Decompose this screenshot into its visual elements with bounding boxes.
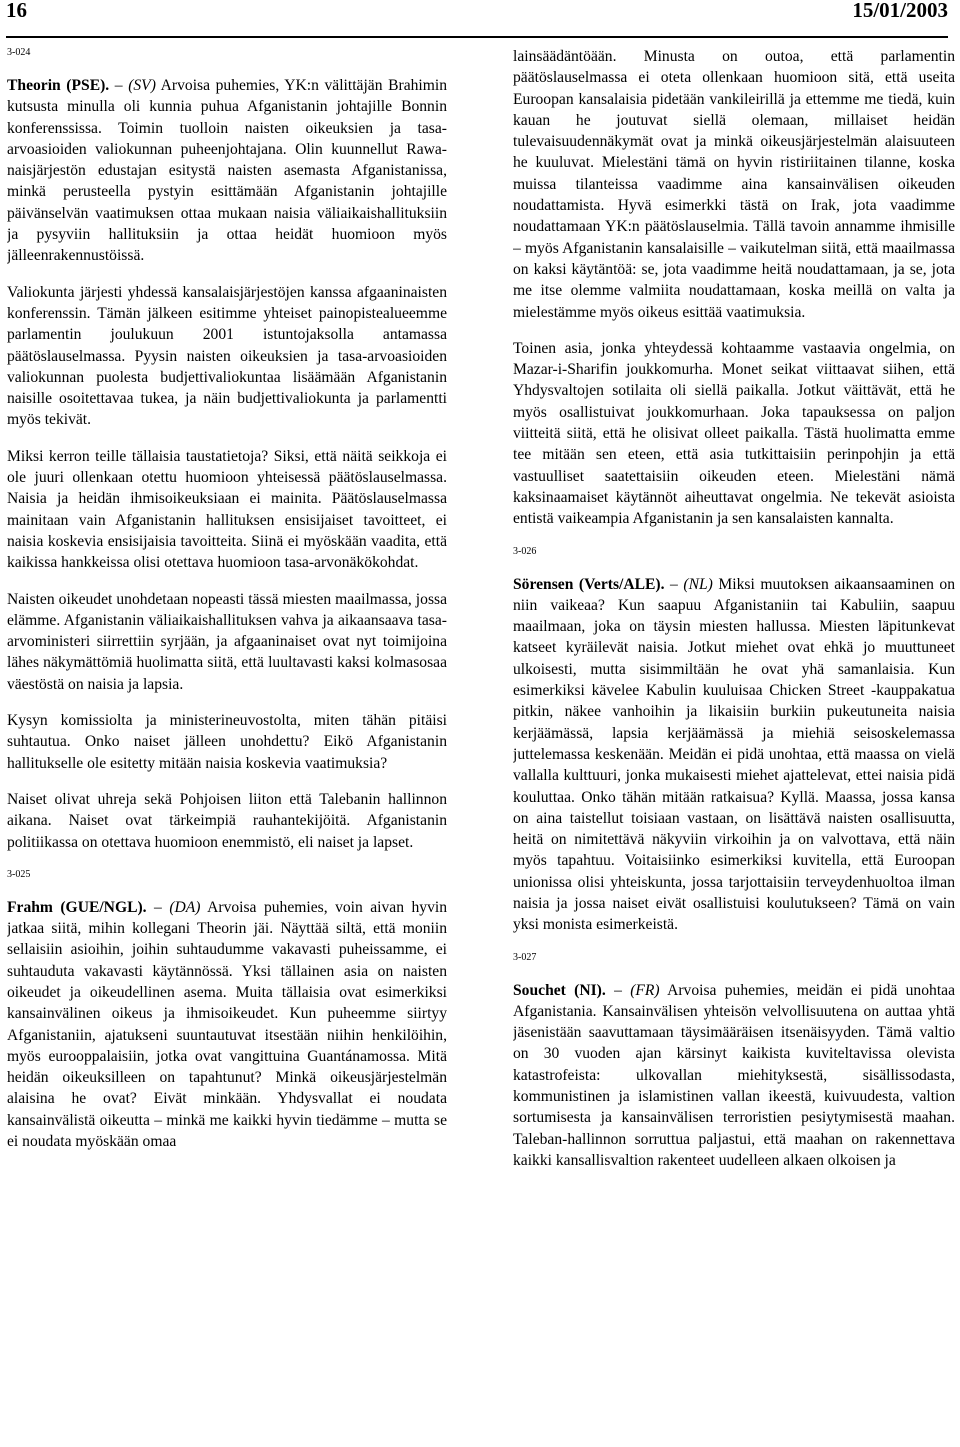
language-tag: (FR) [630, 981, 660, 999]
speech-number: 3-025 [7, 868, 31, 880]
paragraph: Valiokunta järjesti yhdessä kansalaisjärjestöjen kanssa afgaaninaisten konferenssin. Tämän jälkeen esitimme yhteiset painopistealueemme parlamentin joulukuun 2001 istuntojaksolla antamassa päätöslauselmassa. Pyysin naisten oikeuksien ja tasa-arvoasioiden valiokunnan puolesta budjettivaliokuntaa lisäämään Afganistanin naisille osoitettavaa tukea, ja näin budjettivaliokunta ja parlamentti myös tekivät. [7, 283, 447, 429]
speech-paragraph: Souchet (NI). – (FR) Arvoisa puhemies, meidän ei pidä unohtaa Afganistania. Kansainvälisen yhteisön velvollisuutena on auttaa yhtä jäsenistään saavuttamaan täysimääräisen itsenäisyyden. Tämä valtio on 30 vuoden ajan kärsinyt kaikista kuviteltavissa olevista katastrofeista: ulkovallan miehityksestä, sisällissodasta, kommunistinen ja islamistinen vallan ikeestä, kuivuudesta, valtion sortumisesta ja kansainvälisen terroristien pesiytymisestä maahan. Taleban-hallinnon sorruttua paljastui, että maahan on rakennettava kaikki kansallisvaltion rakenteet uudelleen alkaen olkoisen ja [513, 981, 955, 1169]
speech-number: 3-027 [513, 951, 537, 963]
paragraph: Naiset olivat uhreja sekä Pohjoisen liiton että Talebanin hallinnon aikana. Naiset ovat tärkeimpiä rauhantekijöitä. Afganistanin politiikassa on otettava huomioon enemmistö, eli naiset ja lapset. [7, 790, 447, 851]
speech-paragraph: Frahm (GUE/NGL). – (DA) Arvoisa puhemies, voin aivan hyvin jatkaa siitä, mihin kollegani Theorin jäi. Näyttää siltä, että moniin sellaisiin asioihin, joihin suhtaudumme vakavasti puheissamme, ei suhtauduta vakavasti käytännössä. Yksi tällainen asia on naisten oikeudet ja oikeudellinen asema. Muita tällaisia ovat esimerkiksi kansainvälinen oikeus ja ihmisoikeudet. Kun puheemme siirtyy Afganistaniin, ajatukseni suuntautuvat itsestään niihin henkilöihin, myös eurooppalaisiin, jotka ovat vangittuina Guantánamossa. Mitä heidän oikeuksilleen on tapahtunut? Minkä oikeusjärjestelmän alaisina he ovat? Eivät minkään. Yhdysvallat ei noudata kansainvälistä oikeutta – minkä me kaikki hyvin tiedämme – mutta se ei noudata myöskään omaa [7, 898, 447, 1151]
paragraph: Kysyn komissiolta ja ministerineuvostolta, miten tähän pitäisi suhtautua. Onko naiset jälleen unohdettu? Eikö Afganistanin hallitukselle ole esitetty mitään naisia koskevia vaatimuksia? [7, 712, 447, 772]
paragraph: Miksi kerron teille tällaisia taustatietoja? Siksi, että näitä seikkoja ei ole juuri ollenkaan otettu huomioon yhteisessä päätöslauselmassa. Naisia ja heidän ihmisoikeuksiaan ei mainita. Päätöslauselmassa mainitaan vain Afganistanin hallituksen ensisijaiset tavoitteet, ei naisia koskevia ensisijaisia tavoitteita. Siinä ei myöskään vaadita, että kaikissa hankkeissa olisi otettava huomioon tasa-arvonäkökohdat. [7, 447, 447, 572]
page-header [6, 0, 948, 38]
speaker-name: Souchet (NI). [513, 981, 606, 999]
paragraph-text: Arvoisa puhemies, meidän ei pidä unohtaa Afganistania. Kansainvälisen yhteisön velvollisuutena on auttaa yhtä jäsenistään saavuttamaan täysimääräisen itsenäisyyden. Tämä valtio on 30 vuoden ajan kärsinyt kaikista kuviteltavissa olevista katastrofeista: ulkovallan miehityksestä, sisällissodasta, kommunistinen ja islamistinen vallan ikeestä, kuivuudesta, valtion sortumisesta ja kansainvälisen terroristien pesiytymisestä maahan. Taleban-hallinnon sorruttua paljastui, että maahan on rakennettava kaikki kansallisvaltion rakenteet uudelleen alkaen olkoisen ja [513, 981, 955, 1169]
paragraph: Toinen asia, jonka yhteydessä kohtaamme vastaavia ongelmia, on Mazar-i-Sharifin joukkomurha. Monet seikat viittaavat siihen, että Yhdysvaltojen sotilaita oli siellä paikalla. Jotkut väittävät, että he myös osallistuivat joukkomurhaan. Joka tapauksessa on paljon viitteitä siitä, että he olisivat olleet paikalla. Tästä huolimatta emme tee mitään sen eteen, että asia tutkittaisiin perinpohjin ja että vastuulliset saatettaisiin oikeuden eteen. Mielestäni nämä kaksinaamaiset käytännöt aiheuttavat ongelmia. Ne tekevät asioista entistä vaikeampia Afganistanin ja sen kansalaisten kannalta. [513, 339, 955, 528]
page-number: 16 [6, 0, 27, 22]
paragraph-text: Arvoisa puhemies, voin aivan hyvin jatkaa siitä, mihin kollegani Theorin jäi. Näyttää siltä, että moniin sellaisiin asioihin, joihin suhtaudumme vakavasti puheissamme, ei suhtauduta vakavasti käytännössä. Yksi tällainen asia on naisten oikeudet ja oikeudellinen asema. Muita tällaisia ovat esimerkiksi kansainvälinen oikeus ja ihmisoikeudet. Kun puheemme siirtyy Afganistaniin, ajatukseni suuntautuvat itsestään niihin henkilöihin, myös eurooppalaisiin, jotka ovat vangittuina Guantánamossa. Mitä heidän oikeuksilleen on tapahtunut? Minkä oikeusjärjestelmän alaisina he ovat? Eivät minkään. Yhdysvallat ei noudata kansainvälistä oikeutta – minkä me kaikki hyvin tiedämme – mutta se ei noudata myöskään omaa [7, 898, 447, 1151]
speech-number: 3-024 [7, 47, 31, 58]
speaker-name: Sörensen (Verts/ALE). [513, 575, 665, 593]
left-column [7, 46, 447, 1446]
paragraph-text: Miksi muutoksen aikaansaaminen on niin vaikeaa? Kun saapuu Afganistaniin tai Kabuliin, saapuu maailmaan, joka on täysin miesten hallussa. Miesten läpitunkevat katseet kyräilevät naisia. Jotkut miehet ovat ehkä jo muuttuneet ulkoisesti, mutta sisimmiltään he ovat yhä samanlaisia. Kun esimerkiksi kävelee Kabulin kuuluisaa Chicken Street -kauppakatua pitkin, näkee vanhoihin ja likaisiin burkiin pukeutuneita naisia kerjäämässä, lapsia kerjäämässä ja miehiä seisoskelemassa juttelemassa keskenään. Meidän ei pidä unohtaa, että maassa on vielä vallalla kulttuuri, jonka mukaisesti miehet ajattelevat, ettei naisia pidä kouluttaa. Onko tähän mitään ratkaisua? Kyllä. Maassa, jossa kansa on aina taistellut toisiaan vastaan, on lisättävä naisten osallisuutta, heitä on nimitettävä näkyviin virkoihin ja on valvottava, että näin myös tapahtuu. Voitaisiinko esimerkiksi kuvitella, että Euroopan unionissa olisi yhteiskunta, jossa tarjottaisiin terveydenhuoltoa ilman naisia ja jossa naiset eivät osallistuisi koulutukseen? Tämä on vain yksi monista esimerkeistä. [513, 575, 955, 934]
page-date: 15/01/2003 [852, 0, 948, 22]
paragraph: lainsäädäntöään. Minusta on outoa, että parlamentin päätöslauselmassa ei oteta ollenkaan huomioon sitä, että useita Euroopan kansalaisia pidetään vankileirillä ja ettemme me tiedä, kuin kauan he joutuvat siellä olemaan, millaiset heidän tulevaisuudennäkymät ovat ja minkä oikeusjärjestelmän alaisuuteen he kuuluvat. Mielestäni tämä on hyvin ristiriitainen tilanne, koska muissa tilanteissa vaadimme aina kansainvälisen oikeuden noudattamista. Hyvä esimerkki tästä on Irak, jota vaadimme noudattamaan YK:n päätöslauselmia. Tällä tavoin annamme ihmisille – myös Afganistanin kansalaisille – vaikutelman siitä, että maailmassa on kaksi käytäntöä: se, jota vaadimme heitä noudattamaan, ja se, jota me itse olemme valmiita noudattamaan, koska meillä on valta ja mielestämme myös oikeus esittää vaatimuksia. [513, 48, 955, 321]
speech-paragraph: Sörensen (Verts/ALE). – (NL) Miksi muutoksen aikaansaaminen on niin vaikeaa? Kun saapuu Afganistaniin tai Kabuliin, saapuu maailmaan, joka on täysin miesten hallussa. Miesten läpitunkevat katseet kyräilevät naisia. Jotkut miehet ovat ehkä jo muuttuneet ulkoisesti, mutta sisimmiltään he ovat yhä samanlaisia. Kun esimerkiksi kävelee Kabulin kuuluisaa Chicken Street -kauppakatua pitkin, näkee vanhoihin ja likaisiin burkiin pukeutuneita naisia kerjäämässä, lapsia kerjäämässä ja miehiä seisoskelemassa juttelemassa keskenään. Meidän ei pidä unohtaa, että maassa on vielä vallalla kulttuuri, jonka mukaisesti miehet ajattelevat, ettei naisia pidä kouluttaa. Onko tähän mitään ratkaisua? Kyllä. Maassa, jossa kansa on aina taistellut toisiaan vastaan, on lisättävä naisten osallisuutta, heitä on nimitettävä näkyviin virkoihin ja on valvottava, että näin myös tapahtuu. Voitaisiinko esimerkiksi kuvitella, että Euroopan unionissa olisi yhteiskunta, jossa tarjottaisiin terveydenhuoltoa ilman naisia ja jossa naiset eivät osallistuisi koulutukseen? Tämä on vain yksi monista esimerkeistä. [513, 575, 955, 934]
paragraph-text: Arvoisa puhemies, YK:n välittäjän Brahimin kutsusta minulla oli kunnia puhua Afganistanin johtajille Bonnin konferenssissa. Toimin tuolloin naisten oikeuksien ja tasa-arvoasioiden valiokunnan puheenjohtajana. Olin kuunnellut Rawa-naisjärjestön edustajan esitystä naisten asemasta Afganistanissa, minkä perusteella pystyin esittämään Afganistanin johtajille päivänselvän vaatimuksen ottaa mukaan naisia väliaikaishallituksiin ja pysyviin hallituksiin ja ottaa heidät huomioon myös jälleenrakennustöissä. [7, 77, 447, 265]
speech-number: 3-026 [513, 545, 537, 557]
right-column [513, 46, 955, 1446]
speech-paragraph: Theorin (PSE). – (SV) Arvoisa puhemies, YK:n välittäjän Brahimin kutsusta minulla oli kunnia puhua Afganistanin johtajille Bonnin konferenssissa. Toimin tuolloin naisten oikeuksien ja tasa-arvoasioiden valiokunnan puheenjohtajana. Olin kuunnellut Rawa-naisjärjestön edustajan esitystä naisten asemasta Afganistanissa, minkä perusteella pystyin esittämään Afganistanin johtajille päivänselvän vaatimuksen ottaa mukaan naisia väliaikaishallituksiin ja pysyviin hallituksiin ja ottaa heidät huomioon myös jälleenrakennustöissä. [7, 77, 447, 265]
language-tag: (NL) [683, 575, 713, 593]
speaker-name: Frahm (GUE/NGL). [7, 898, 147, 916]
language-tag: (SV) [128, 77, 156, 94]
language-tag: (DA) [169, 898, 201, 916]
speaker-name: Theorin (PSE). [7, 77, 110, 94]
paragraph: Naisten oikeudet unohdetaan nopeasti tässä miesten maailmassa, jossa elämme. Afganistanin väliaikaishallituksen vahva ja aikaansaava tasa-arvoministeri siirrettiin syrjään, ja afgaaninaiset ovat nyt toimijoina lähes näkymättömiä huolimatta siitä, että luultavasti kaksi kolmasosaa väestöstä on naisia ja lapsia. [7, 590, 447, 693]
